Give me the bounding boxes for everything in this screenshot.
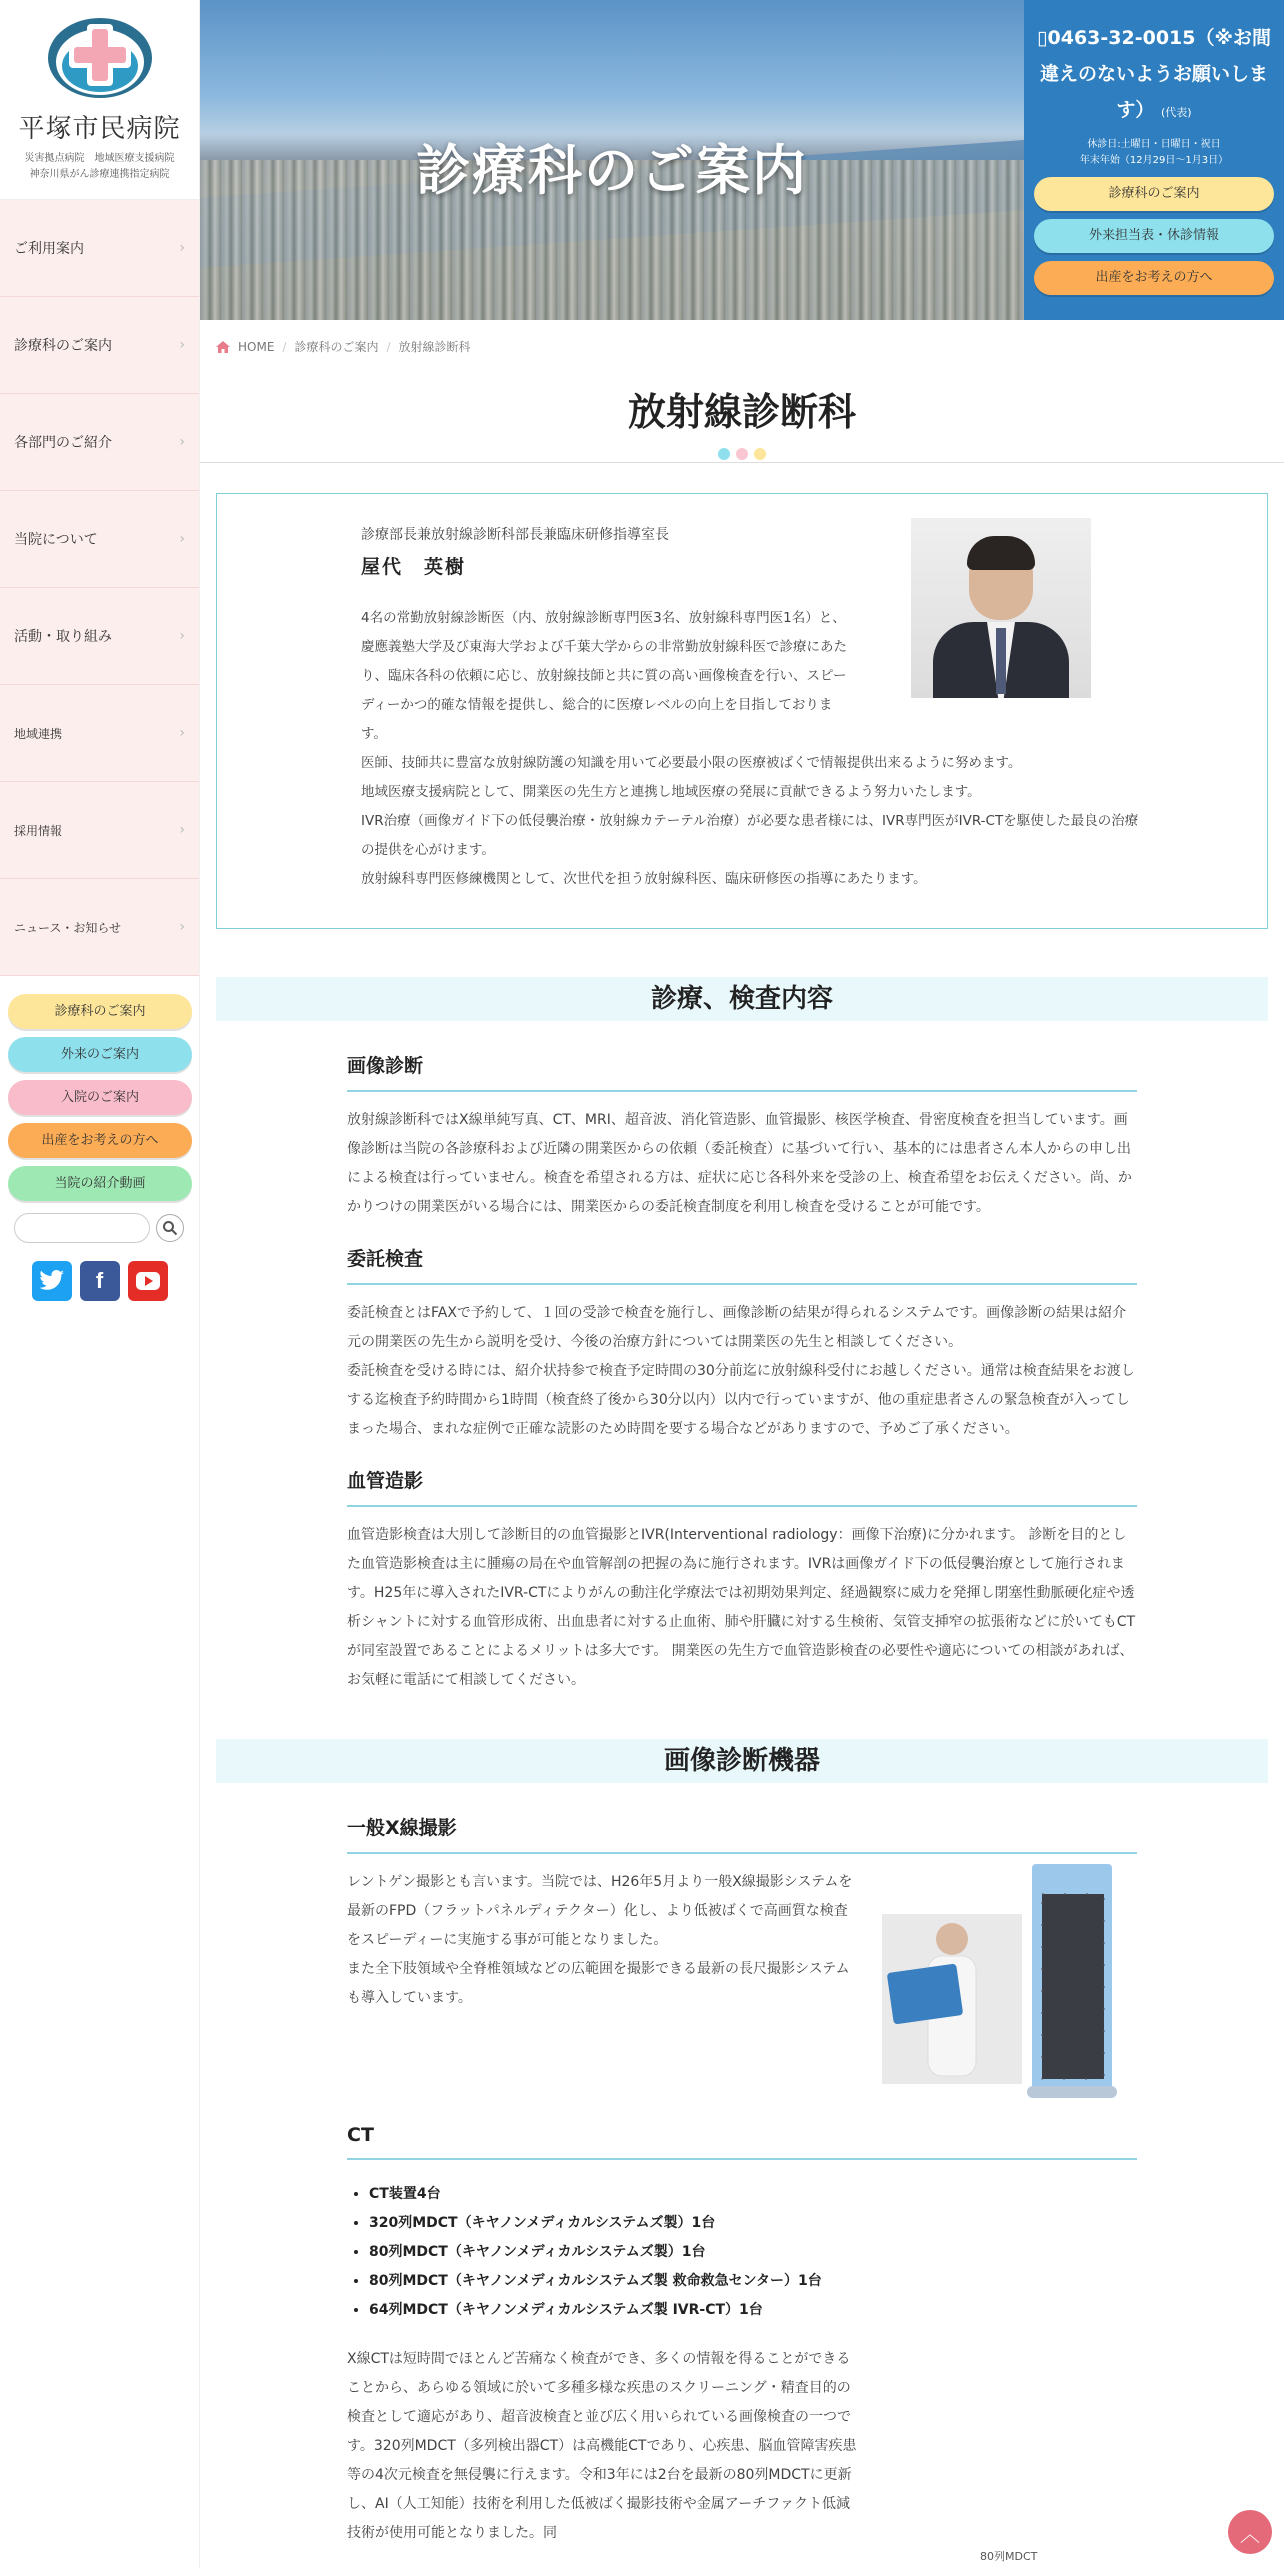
phone-rep-label: (代表): [1161, 106, 1192, 119]
chevron-right-icon: ›: [179, 531, 185, 547]
nav-item-guide[interactable]: [0, 200, 199, 297]
side-button-inpatient[interactable]: 入院のご案内: [8, 1080, 192, 1115]
hospital-designation-2: 神奈川県がん診療連携指定病院: [29, 169, 170, 180]
hospital-name: 平塚市民病院: [18, 114, 181, 144]
nav-label: ご利用案内: [14, 241, 84, 257]
chevron-right-icon: ›: [179, 434, 185, 450]
chevron-right-icon: ›: [179, 337, 185, 353]
hospital-logo[interactable]: [0, 0, 199, 200]
youtube-icon[interactable]: [128, 1261, 168, 1301]
breadcrumb-home[interactable]: HOME: [238, 339, 275, 354]
list-item: • 80列MDCT（キヤノンメディカルシステムズ製）1台: [369, 2238, 1137, 2267]
heading-ct: CT: [347, 2124, 1137, 2160]
director-name: 屋代 英樹: [361, 556, 467, 578]
nav-item-departments[interactable]: [0, 297, 199, 394]
image-diagnosis-text: 放射線診断科ではX線単純写真、CT、MRI、超音波、消化管造影、血管撮影、核医学検査、骨密度検査を担当しています。画像診断は当院の各診療科および近隣の開業医からの依頼（委託検査）に基づいて行い、基本的には患者さん本人からの申し出による検査は行っていません。検査を希望される方は、症状に応じ各科外来を受診の上、検査希望をお伝えください。尚、かかりつけの開業医がいる場合には、開業医からの委託検査制度を利用し検査を受けることが可能です。: [347, 1112, 1132, 1215]
xray-block: [347, 1854, 1137, 2114]
consignment-text-1: 委託検査とはFAXで予約して、１回の受診で検査を施行し、画像診断の結果が得られるシステムです。画像診断の結果は紹介元の開業医の先生から説明を受け、今後の治療方針については開業医の先生と相談してください。: [347, 1305, 1127, 1350]
chevron-right-icon: ›: [179, 822, 185, 838]
nav-item-about[interactable]: [0, 491, 199, 588]
ct-text: X線CTは短時間でほとんど苦痛なく検査ができ、多くの情報を得ることができることから、あらゆる領域に於いて多種多様な疾患のスクリーニング・精査目的の検査として適応があり、超音波検査と並び広く用いられている画像検査の一つです。320列MDCT（多列検出器CT）は高機能CTであり、心疾患、脳血管障害疾患等の4次元検査を無侵襲に行えます。令和3年には2台を最新の80列MDCTに更新し、AI（人工知能）技術を利用した低被ばく撮影技術や金属アーチファクト低減技術が使用可能となりました。同: [347, 2351, 857, 2541]
title-dots: [200, 448, 1284, 460]
social-links: [8, 1261, 191, 1301]
nav-label: 採用情報: [14, 823, 63, 838]
back-to-top-button[interactable]: [1228, 2510, 1272, 2554]
nav-label: 各部門のご紹介: [14, 435, 112, 451]
ct-photo-caption: 80列MDCT: [980, 2550, 1038, 2563]
dot-blue: [718, 448, 730, 460]
hospital-designation-1: 災害拠点病院 地域医療支援病院: [24, 153, 175, 164]
logo-cross-icon: [45, 14, 155, 102]
list-item: • 80列MDCT（キヤノンメディカルシステムズ製 救命救急センター）1台: [369, 2267, 1137, 2296]
search-form: [14, 1213, 191, 1243]
side-button-video[interactable]: 当院の紹介動画: [8, 1166, 192, 1201]
breadcrumb: [200, 320, 1284, 355]
chevron-right-icon: ›: [179, 628, 185, 644]
section-heading-equipment: 画像診断機器: [216, 1739, 1268, 1783]
hero-banner: [200, 0, 1024, 320]
facebook-icon[interactable]: f: [80, 1261, 120, 1301]
phone-icon: ▯: [1037, 27, 1048, 49]
xray-text-2: また全下肢領域や全脊椎領域などの広範囲を撮影できる最新の長尺撮影システムも導入しています。: [347, 1961, 850, 2006]
nav-item-recruit[interactable]: [0, 782, 199, 879]
ct-equipment-list: [347, 2180, 1137, 2325]
dot-pink: [736, 448, 748, 460]
director-message: [361, 604, 1141, 894]
side-button-outpatient[interactable]: 外来のご案内: [8, 1037, 192, 1072]
list-item: • 64列MDCT（キヤノンメディカルシステムズ製 IVR-CT）1台: [369, 2296, 1137, 2325]
heading-consignment: 委託検査: [347, 1244, 1137, 1285]
xray-text: [347, 1854, 857, 2013]
breadcrumb-departments[interactable]: 診療科のご案内: [294, 340, 379, 354]
message-paragraph: 4名の常勤放射線診断医（内、放射線診断専門医3名、放射線科専門医1名）と、慶應義塾大学及び東海大学および千葉大学からの非常勤放射線科医で診療にあたり、臨床各科の依頼に応じ、放射線技師と共に質の高い画像検査を行い、スピーディーかつ的確な情報を提供し、総合的に医療レベルの向上を目指しております。: [361, 610, 847, 742]
nav-item-news[interactable]: [0, 879, 199, 976]
nav-label: 診療科のご案内: [14, 338, 112, 354]
search-input[interactable]: [14, 1213, 150, 1243]
xray-text-1: レントゲン撮影とも言います。当院では、H26年5月より一般X線撮影システムを最新のFPD（フラットパネルディテクター）化し、より低被ばくで高画質な検査をスピーディーに実施する事が可能となりました。: [347, 1874, 853, 1948]
list-item: • 320列MDCT（キヤノンメディカルシステムズ製）1台: [369, 2209, 1137, 2238]
page-title: 放射線診断科: [627, 390, 856, 434]
twitter-icon[interactable]: [32, 1261, 72, 1301]
director-role: 診療部長兼放射線診断科部長兼臨床研修指導室長: [361, 527, 669, 543]
xray-equipment-photo: [882, 1864, 1122, 2104]
dot-yellow: [754, 448, 766, 460]
sidebar: [0, 0, 200, 2568]
home-icon: [216, 341, 230, 353]
chevron-up-icon: ︿: [1240, 2521, 1260, 2546]
phone-text: 0463-32-0015（※お間違えのないようお願いします）: [1039, 27, 1271, 121]
search-icon: [162, 1220, 178, 1236]
heading-angiography: 血管造影: [347, 1466, 1137, 1507]
services-content: [347, 1051, 1137, 1695]
breadcrumb-current: 放射線診断科: [398, 340, 471, 354]
heading-image-diagnosis: 画像診断: [347, 1051, 1137, 1092]
nav-label: 地域連携: [14, 726, 63, 741]
new-year-holiday: 年末年始（12月29日～1月3日）: [1079, 155, 1229, 166]
title-divider: [200, 462, 1284, 463]
side-quick-links: [0, 976, 199, 1301]
message-paragraph: 放射線科専門医修練機関として、次世代を担う放射線科医、臨床研修医の指導にあたります。: [361, 871, 927, 887]
side-button-departments[interactable]: 診療科のご案内: [8, 994, 192, 1029]
chevron-right-icon: ›: [179, 725, 185, 741]
nav-item-divisions[interactable]: [0, 394, 199, 491]
nav-item-activities[interactable]: [0, 588, 199, 685]
nav-label: ニュース・お知らせ: [14, 920, 122, 935]
nav-label: 当院について: [14, 532, 98, 548]
message-paragraph: 医師、技師共に豊富な放射線防護の知識を用いて必要最小限の医療被ばくで情報提供出来るように努めます。: [361, 755, 1022, 771]
angiography-text: 血管造影検査は大別して診断目的の血管撮影とIVR(Interventional radiology：画像下治療)に分かれます。 診断を目的とした血管造影検査は主に腫瘍の局在や血管解剖の把握の為に施行されます。IVRは画像ガイド下の低侵襲治療として施行されます。H25年に導入されたIVR-CTによりがんの動注化学療法では初期効果判定、経過観察に威力を発揮し閉塞性動脈硬化症や透析シャントに対する血管形成術、出血患者に対する止血術、肺や肝臓に対する生検術、気管支挿窄の拡張術などに於いてもCTが同室設置であることによるメリットは多大です。 開業医の先生方で血管造影検査の必要性や適応についての相談があれば、お気軽に電話にて相談してください。: [347, 1527, 1136, 1688]
nav-item-regional[interactable]: [0, 685, 199, 782]
breadcrumb-separator: /: [282, 339, 287, 354]
breadcrumb-separator: /: [386, 339, 391, 354]
message-paragraph: 地域医療支援病院として、開業医の先生方と連携し地域医療の発展に貢献できるよう努力いたします。: [361, 784, 981, 800]
contact-button-departments[interactable]: 診療科のご案内: [1034, 177, 1274, 211]
main-content: [200, 320, 1284, 2548]
consignment-text-2: 委託検査を受ける時には、紹介状持参で検査予定時間の30分前迄に放射線科受付にお越しください。通常は検査結果をお渡しする迄検査予約時間から1時間（検査終了後から30分以内）以内で行っていますが、他の重症患者さんの緊急検査が入ってしまった場合、まれな症例で正確な読影のため時間を要する場合などがありますので、予めご了承ください。: [347, 1363, 1135, 1437]
equipment-content: [347, 1813, 1137, 2548]
heading-xray: 一般X線撮影: [347, 1813, 1137, 1854]
director-profile: [216, 493, 1268, 929]
message-paragraph: IVR治療（画像ガイド下の低侵襲治療・放射線カテーテル治療）が必要な患者様には、IVR専門医がIVR-CTを駆使した最良の治療の提供を心がけます。: [361, 813, 1139, 858]
section-heading-services: 診療、検査内容: [216, 977, 1268, 1021]
contact-panel: [1024, 0, 1284, 320]
contact-button-birth[interactable]: 出産をお考えの方へ: [1034, 261, 1274, 295]
side-button-birth[interactable]: 出産をお考えの方へ: [8, 1123, 192, 1158]
list-item: • CT装置4台: [369, 2180, 1137, 2209]
search-button[interactable]: [156, 1214, 184, 1242]
chevron-right-icon: ›: [179, 240, 185, 256]
nav-label: 活動・取り組み: [14, 629, 112, 645]
contact-button-schedule[interactable]: 外来担当表・休診情報: [1034, 219, 1274, 253]
phone-number[interactable]: [1024, 20, 1284, 131]
hero-title: 診療科のご案内: [416, 139, 808, 202]
closed-days: 休診日:土曜日・日曜日・祝日: [1087, 139, 1221, 150]
chevron-right-icon: ›: [179, 919, 185, 935]
